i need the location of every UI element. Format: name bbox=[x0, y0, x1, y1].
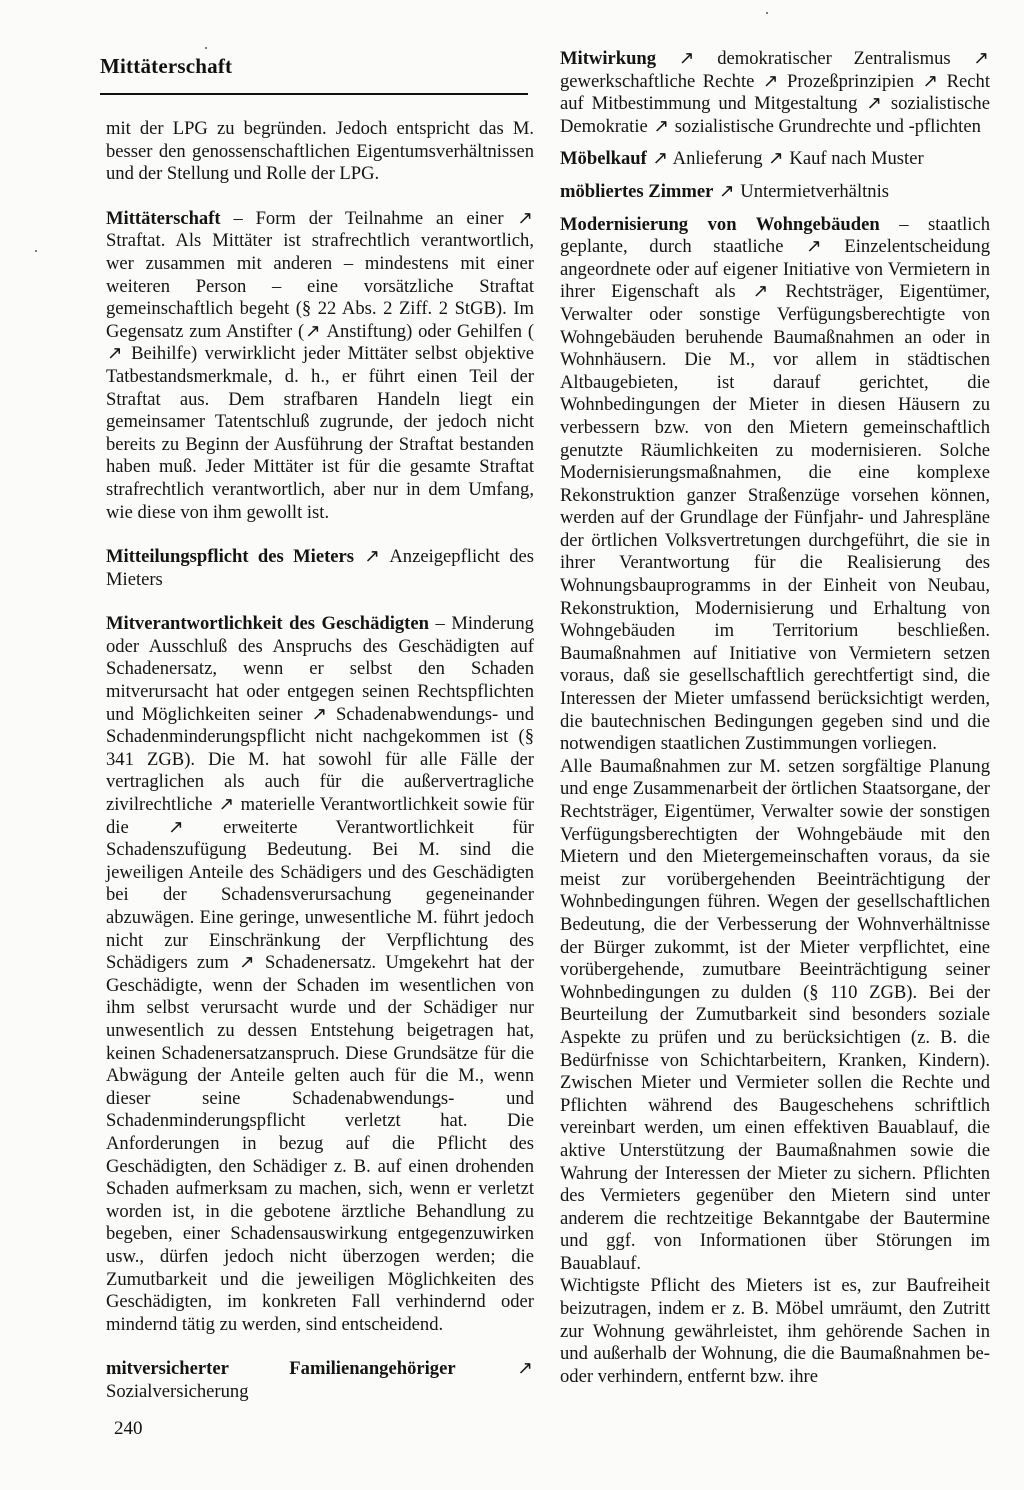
cross-reference[interactable]: sozialistische Demokratie bbox=[560, 93, 990, 137]
entry-text: angeordnete oder auf eigener Initiative von Vermietern in ihrer Eigenschaft als bbox=[560, 258, 990, 303]
cross-reference[interactable]: Anlieferung bbox=[672, 148, 763, 170]
entry-text: ) oder Gehilfen ( bbox=[406, 320, 535, 342]
lemma: Modernisierung von Wohngebäuden bbox=[560, 213, 880, 235]
cross-reference-arrow-icon: ↗ bbox=[752, 281, 769, 303]
entry-mitversicherter bbox=[106, 1358, 534, 1403]
cross-reference[interactable]: sozialistische Grundrechte und -pflichten bbox=[674, 115, 981, 137]
lemma: Mittäterschaft bbox=[106, 207, 221, 229]
cross-reference[interactable]: gewerkschaftliche Rechte bbox=[560, 70, 755, 92]
cross-reference-arrow-icon: ↗ bbox=[678, 48, 695, 69]
cross-reference[interactable]: Recht auf Mitbestimmung und Mitgestaltung bbox=[560, 70, 991, 115]
paragraph bbox=[560, 756, 990, 1276]
paragraph-text: Wichtigste Pflicht des Mieters ist es, zur Baufreiheit beizutragen, indem er z. B. Möbel umräumt, den Zutritt zur Wohnung gewährleistet, ihm gehörende Sachen in und außerhalb der Wohnung, die die Baumaßnahmen be- oder verhindern, entfernt bzw. ihre bbox=[560, 1275, 990, 1387]
lemma: Möbelkauf bbox=[560, 148, 647, 170]
cross-reference[interactable]: Rechtsträger bbox=[785, 281, 879, 303]
cross-reference-arrow-icon: ↗ bbox=[239, 952, 255, 974]
cross-reference[interactable]: materielle Verantwortlichkeit bbox=[240, 794, 459, 816]
cross-reference[interactable]: Beihilfe bbox=[131, 343, 191, 365]
cross-reference-arrow-icon: ↗ bbox=[305, 320, 321, 342]
entry-text: – Minderung oder Ausschluß des Anspruchs des Geschädigten auf Schadenersatz, wenn er selbst den Schaden mitverursacht hat oder entgegen seinen Rechtspflichten und Möglichkeiten seiner bbox=[106, 613, 534, 725]
entry-text: Bedeutung. Bei M. sind die jeweiligen Anteile des Schädigers und des Geschädigten bei der Schadensverursachung gegeneinander abzuwägen. Eine geringe, unwesentliche M. führt jedoch nicht zur Einschränkung der Verpflichtung des Schädigers zum bbox=[106, 839, 534, 974]
scan-speck bbox=[766, 12, 768, 14]
paragraph-text: Alle Baumaßnahmen zur M. setzen sorgfältige Planung und enge Zusammenarbeit der örtlichen Staatsorgane, der Rechtsträger, Eigentümer, Verwalter sowie der sonstigen Verfügungsberechtigten der Wohngebäude mit den Mietern und den Mietergemeinschaften voraus, da sie meist zur vorübergehenden Beeinträchtigung der Wohnbedingungen führen. Wegen der gesellschaftlichen Bedeutung, die der Verbesserung der Wohnverhältnisse der Bürger zukommt, ist der Mieter verpflichtet, eine vorübergehende, zumutbare Beeinträchtigung seiner Wohnbedingungen zu dulden (§ 110 ZGB). Bei der Beurteilung der Zumutbarkeit sind besonders soziale Aspekte zu prüfen und zu berücksichtigen (z. B. die Bedürfnisse von Schichtarbeitern, Kranken, Kindern). Zwischen Mieter und Vermieter sollen die Rechte und Pflichten während des Baugeschehens schriftlich vereinbart werden, um einen effektiven Bauablauf, die aktive Unterstützung der Baumaßnahmen sowie die Wahrung der Interessen der Mieter zu sichern. Pflichten des Vermieters gegenüber den Mietern sind unter anderem die rechtzeitige Bekanntgabe der Bautermine und ggf. von Informationen über Störungen im Bauablauf. bbox=[560, 755, 990, 1274]
cross-reference-arrow-icon: ↗ bbox=[517, 1358, 533, 1380]
cross-reference-arrow-icon: ↗ bbox=[806, 236, 822, 258]
entry-moebliertes-zimmer bbox=[560, 181, 990, 204]
cross-reference[interactable]: Anzeigepflicht des Mieters bbox=[106, 546, 535, 590]
entry-moebelkauf bbox=[560, 148, 990, 171]
paragraph bbox=[560, 1275, 990, 1388]
left-column bbox=[106, 118, 534, 1425]
scan-speck bbox=[205, 47, 207, 49]
continued-text: mit der LPG zu begründen. Jedoch entspricht das M. besser den genossenschaftlichen Eigentumsverhältnissen und der Stellung und Rolle der LPG. bbox=[106, 118, 534, 185]
lemma: mitversicherter Familienangehöriger bbox=[106, 1358, 456, 1380]
entry-text: nicht nachgekommen ist (§ 341 ZGB). Die M. hat sowohl für alle Fälle der vertraglichen als auch für die außervertragliche zivilrechtliche bbox=[106, 726, 534, 816]
cross-reference[interactable]: Kauf nach Muster bbox=[789, 148, 924, 170]
cross-reference-arrow-icon: ↗ bbox=[653, 115, 670, 137]
cross-reference[interactable]: Schadenabwendungs- und Schadenminderungspflicht bbox=[106, 703, 534, 748]
cross-reference[interactable]: Schadenersatz bbox=[265, 952, 372, 974]
cross-reference[interactable]: demokratischer Zentralismus bbox=[717, 48, 951, 69]
cross-reference-arrow-icon: ↗ bbox=[517, 207, 533, 229]
lemma: Mitwirkung bbox=[560, 48, 657, 69]
cross-reference-arrow-icon: ↗ bbox=[973, 48, 990, 69]
cross-reference-arrow-icon: ↗ bbox=[311, 703, 328, 725]
entry-mitwirkung bbox=[560, 48, 990, 138]
cross-reference[interactable]: Untermietverhältnis bbox=[740, 180, 889, 202]
continued-entry bbox=[106, 118, 534, 186]
cross-reference-arrow-icon: ↗ bbox=[652, 148, 669, 170]
page-number: 240 bbox=[114, 1418, 143, 1439]
entry-text: sowie für die bbox=[106, 794, 535, 838]
lemma: möbliertes Zimmer bbox=[560, 180, 714, 202]
entry-text: . Als Mittäter ist strafrechtlich verantwortlich, wer zusammen mit anderen – mindestens mit einer weiteren Person – eine vorsätzliche Straftat gemeinschaftlich begeht (§ 22 Abs. 2 Ziff. 2 StGB). Im Gegensatz zum Anstifter ( bbox=[106, 230, 534, 342]
entry-modernisierung bbox=[560, 214, 990, 756]
running-head: Mittäterschaft bbox=[100, 54, 233, 78]
entry-mittaeterschaft bbox=[106, 208, 534, 524]
cross-reference[interactable]: Sozialversicherung bbox=[106, 1380, 249, 1402]
cross-reference-arrow-icon: ↗ bbox=[168, 816, 184, 838]
lemma: Mitverantwortlichkeit des Geschädigten bbox=[106, 613, 429, 635]
cross-reference-arrow-icon: ↗ bbox=[762, 70, 779, 92]
cross-reference[interactable]: Prozeßprinzipien bbox=[787, 70, 915, 92]
cross-reference[interactable]: Anstiftung bbox=[326, 320, 407, 342]
cross-reference-arrow-icon: ↗ bbox=[866, 93, 882, 115]
entry-text: . Umgekehrt hat der Geschädigte, wenn der Schaden im wesentlichen von ihm selbst verursacht wurde und der Schädiger nur unwesentlich zu dessen Entstehung beigetragen hat, keinen Schadenersatzanspruch. Diese Grundsätze für die Abwägung der Anteile gelten auch für die M., wenn dieser seine Schadenabwendungs- und Schadenminderungspflicht verletzt hat. Die Anforderungen in bezug auf die Pflicht des Geschädigten, den Schädiger z. B. auf einen drohenden Schaden aufmerksam zu machen, sich, wenn er verletzt worden ist, in die gebotene ärztliche Behandlung zu begeben, einer Schadensauswirkung entgegenzuwirken usw., dürfen jedoch nicht überzogen werden; die Zumutbarkeit und die jeweiligen Möglichkeiten des Geschädigten, im konkreten Fall verhindernd oder mindernd tätig zu werden, sind entscheidend. bbox=[106, 952, 534, 1335]
cross-reference-arrow-icon: ↗ bbox=[364, 546, 380, 568]
entry-text: ) verwirklicht jeder Mittäter selbst objektive Tatbestandsmerkmale, d. h., er führt einen Teil der Straftat aus. Dem strafbaren Handeln liegt ein gemeinsamer Tatentschluß zugrunde, der jedoch nicht bereits zu Beginn der Ausführung der Straftat bestanden haben muß. Jeder Mittäter ist für die gesamte Straftat strafrechtlich verantwortlich, aber nur in dem Umfang, wie diese von ihm gewollt ist. bbox=[106, 343, 535, 523]
cross-reference-arrow-icon: ↗ bbox=[922, 70, 939, 92]
cross-reference-arrow-icon: ↗ bbox=[768, 148, 784, 170]
lemma: Mitteilungspflicht des Mieters bbox=[106, 546, 355, 568]
entry-text: – staatlich geplante, durch staatliche bbox=[560, 213, 990, 258]
scan-speck bbox=[35, 250, 37, 252]
cross-reference[interactable]: Straftat bbox=[106, 230, 161, 252]
cross-reference-arrow-icon: ↗ bbox=[719, 180, 735, 202]
cross-reference[interactable]: Einzelentscheidung bbox=[844, 236, 990, 258]
entry-mitverantwortlichkeit bbox=[106, 613, 534, 1336]
header-rule bbox=[100, 93, 528, 95]
cross-reference[interactable]: erweiterte Verantwortlichkeit für Schadenszufügung bbox=[106, 816, 534, 861]
entry-text: – Form der Teilnahme an einer bbox=[220, 207, 517, 229]
right-column bbox=[560, 48, 990, 1388]
cross-reference-arrow-icon: ↗ bbox=[107, 343, 123, 365]
entry-mitteilungspflicht bbox=[106, 546, 534, 591]
entry-text: , Eigentümer, Verwalter oder sonstige Verfügungsberechtigte von Wohngebäuden beruhende Baumaßnahmen an oder in Wohnhäusern. Die M., vor allem in städtischen Altbaugebieten, ist darauf gerichtet, die Wohnbedingungen der Mieter in diesen Häusern zu verbessern bzw. von den Mietern gemeinschaftlich genutzte Räumlichkeiten zu modernisieren. Solche Modernisierungsmaßnahmen, die eine komplexe Rekonstruktion ganzer Straßenzüge vorsehen können, werden auf der Grundlage der Fünfjahr- und Jahrespläne der örtlichen Volksvertretungen durchgeführt, die sie in ihrer Verantwortung für die Realisierung des Wohnungsbauprogramms in der Einheit von Neubau, Rekonstruktion, Modernisierung und Erhaltung von Wohngebäuden im Territorium beschließen. Baumaßnahmen auf Initiative von Vermietern setzen voraus, daß sie gesellschaftlich gerechtfertigt sind, die Interessen der Mieter umfassend berücksichtigt werden, die bautechnischen Bedingungen gegeben sind und die notwendigen staatlichen Zustimmungen vorliegen. bbox=[560, 281, 990, 755]
cross-reference-arrow-icon: ↗ bbox=[218, 794, 235, 816]
